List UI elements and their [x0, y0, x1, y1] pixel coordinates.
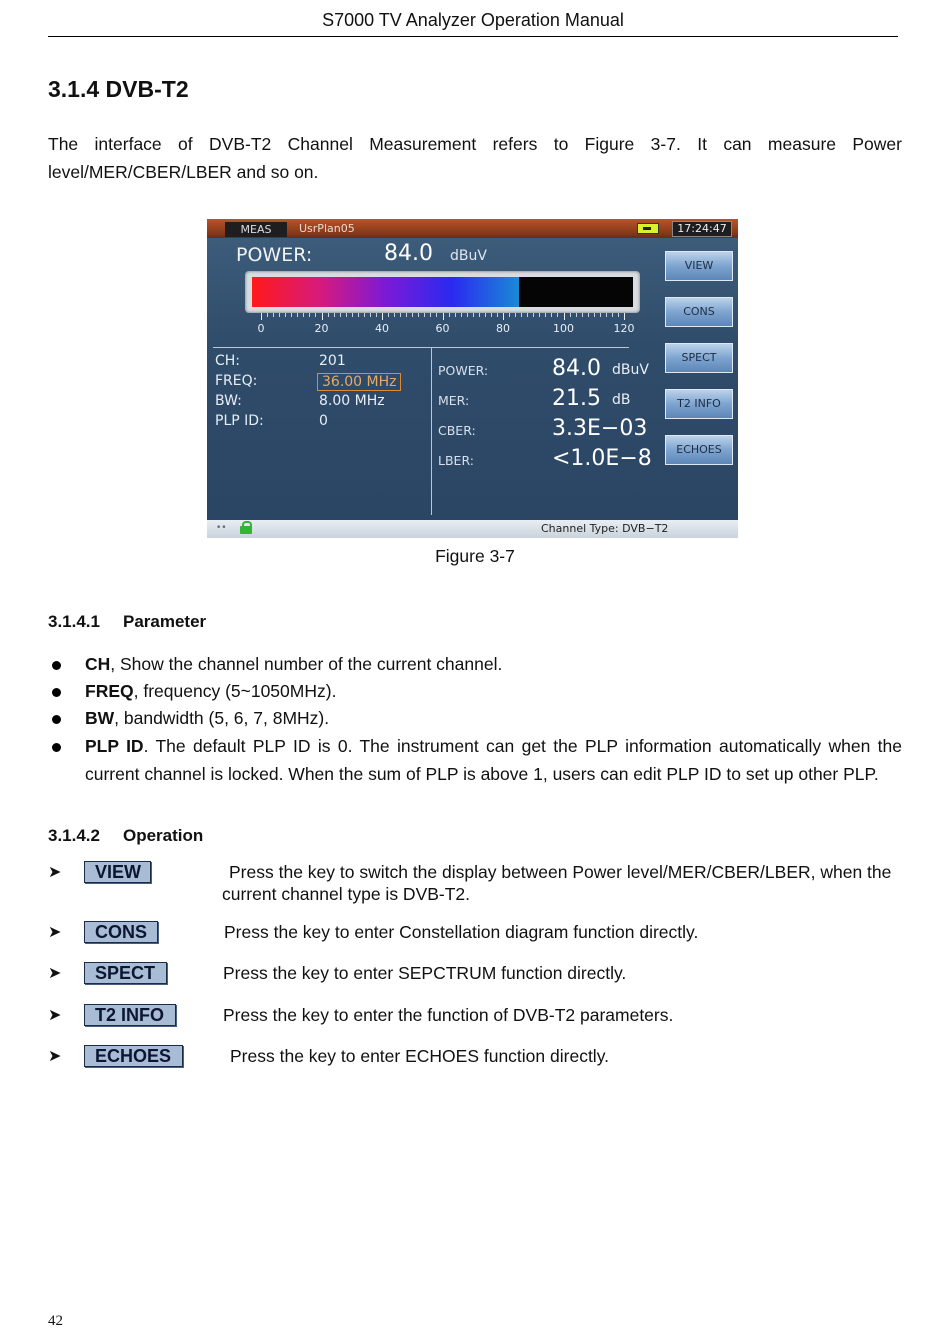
- mer-value: 21.5: [552, 386, 601, 411]
- scale-tick-label: 120: [613, 322, 635, 335]
- plan-name: UsrPlan05: [299, 222, 355, 235]
- bullet-icon: [52, 715, 61, 724]
- scale-minor-tick: [557, 313, 558, 317]
- power-scale: [245, 313, 640, 333]
- term-description: , frequency (5~1050MHz).: [133, 681, 337, 701]
- operation-title: Operation: [123, 826, 204, 845]
- meas-tab: MEAS: [225, 222, 287, 237]
- operation-description: Press the key to enter the function of DVB-T2 parameters.: [223, 1005, 674, 1025]
- term-description: . The default PLP ID is 0. The instrument can get the PLP information automatically when the current channel is locked. When the sum of PLP is above 1, users can edit PLP ID to set up other PLP.: [85, 736, 902, 784]
- scale-minor-tick: [533, 313, 534, 317]
- power-unit: dBuV: [450, 248, 487, 264]
- intro-paragraph: The interface of DVB-T2 Channel Measurement refers to Figure 3-7. It can measure Power level/MER/CBER/LBER and so on.: [48, 134, 902, 182]
- scale-minor-tick: [352, 313, 353, 317]
- scale-minor-tick: [618, 313, 619, 317]
- softkey-spect[interactable]: SPECT: [665, 343, 733, 373]
- scale-tick-label: 80: [496, 322, 510, 335]
- scale-minor-tick: [303, 313, 304, 317]
- mer-label: MER:: [438, 393, 470, 408]
- key-view: VIEW: [84, 861, 151, 883]
- ch-label: CH:: [215, 353, 241, 369]
- term-plp-id: PLP ID: [85, 736, 144, 756]
- scale-minor-tick: [328, 313, 329, 317]
- scale-minor-tick: [285, 313, 286, 317]
- arrow-bullet-icon: ➤: [48, 862, 62, 881]
- scale-major-tick: [382, 313, 383, 320]
- screen-top-bar: [207, 219, 738, 238]
- scale-minor-tick: [430, 313, 431, 317]
- term-description: , Show the channel number of the current channel.: [110, 654, 503, 674]
- scale-minor-tick: [436, 313, 437, 317]
- key-t2-info: T2 INFO: [84, 1004, 176, 1026]
- scale-minor-tick: [576, 313, 577, 317]
- scale-minor-tick: [588, 313, 589, 317]
- operation-number: 3.1.4.2: [48, 826, 100, 845]
- scale-tick-label: 20: [314, 322, 329, 335]
- operation-description: Press the key to enter Constellation diagram function directly.: [224, 922, 699, 942]
- scale-minor-tick: [449, 313, 450, 317]
- lber-value: <1.0E−8: [552, 446, 652, 471]
- term-freq: FREQ: [85, 681, 134, 701]
- bullet-icon: [52, 661, 61, 670]
- scale-minor-tick: [370, 313, 371, 317]
- bw-label: BW:: [215, 393, 242, 409]
- mer-unit: dB: [612, 392, 631, 408]
- power-bar-track: [252, 277, 633, 307]
- parameter-number: 3.1.4.1: [48, 612, 100, 631]
- scale-minor-tick: [582, 313, 583, 317]
- scale-minor-tick: [412, 313, 413, 317]
- scale-minor-tick: [612, 313, 613, 317]
- freq-label: FREQ:: [215, 373, 258, 389]
- scale-minor-tick: [570, 313, 571, 317]
- meas-power-label: POWER:: [438, 363, 489, 378]
- scale-major-tick: [503, 313, 504, 320]
- scale-minor-tick: [491, 313, 492, 317]
- arrow-bullet-icon: ➤: [48, 963, 62, 982]
- scale-minor-tick: [394, 313, 395, 317]
- operation-heading: [48, 826, 203, 846]
- softkey-echoes[interactable]: ECHOES: [665, 435, 733, 465]
- scale-minor-tick: [606, 313, 607, 317]
- scale-minor-tick: [485, 313, 486, 317]
- page-number: 42: [48, 1313, 63, 1329]
- scale-tick-label: 100: [553, 322, 574, 335]
- arrow-bullet-icon: ➤: [48, 1005, 62, 1024]
- dvb-t2-measurement-screen: [207, 219, 738, 538]
- power-bar-fill: [252, 277, 519, 307]
- scale-minor-tick: [376, 313, 377, 317]
- scale-minor-tick: [297, 313, 298, 317]
- scale-minor-tick: [527, 313, 528, 317]
- arrow-bullet-icon: ➤: [48, 922, 62, 941]
- scale-major-tick: [322, 313, 323, 320]
- meas-power-value: 84.0: [552, 356, 601, 381]
- operation-description: Press the key to enter ECHOES function directly.: [230, 1046, 610, 1066]
- meas-power-unit: dBuV: [612, 362, 649, 378]
- operation-description: Press the key to switch the display between Power level/MER/CBER/LBER, when the current channel type is DVB-T2.: [222, 862, 892, 904]
- parameter-heading: [48, 612, 206, 632]
- channel-type: Channel Type: DVB−T2: [541, 522, 669, 535]
- plp-id-label: PLP ID:: [215, 413, 264, 429]
- scale-minor-tick: [388, 313, 389, 317]
- scale-minor-tick: [315, 313, 316, 317]
- scale-major-tick: [564, 313, 565, 320]
- term-description: , bandwidth (5, 6, 7, 8MHz).: [114, 708, 330, 728]
- divider-horizontal: [213, 347, 629, 348]
- scale-minor-tick: [551, 313, 552, 317]
- plp-id-value: 0: [319, 413, 328, 429]
- lock-icon: [240, 526, 252, 534]
- softkey-cons[interactable]: CONS: [665, 297, 733, 327]
- key-echoes: ECHOES: [84, 1045, 183, 1067]
- key-spect: SPECT: [84, 962, 167, 984]
- scale-tick-label: 60: [435, 322, 450, 335]
- scale-major-tick: [624, 313, 625, 320]
- scale-minor-tick: [479, 313, 480, 317]
- scale-minor-tick: [455, 313, 456, 317]
- cber-value: 3.3E−03: [552, 416, 648, 441]
- scale-minor-tick: [273, 313, 274, 317]
- ch-value: 201: [319, 353, 346, 369]
- parameter-title: Parameter: [123, 612, 207, 631]
- lber-label: LBER:: [438, 453, 474, 468]
- power-level-bar: [245, 271, 640, 313]
- section-title: 3.1.4 DVB-T2: [48, 76, 189, 102]
- scale-minor-tick: [364, 313, 365, 317]
- scale-minor-tick: [291, 313, 292, 317]
- term-bw: BW: [85, 708, 115, 728]
- arrow-bullet-icon: ➤: [48, 1046, 62, 1065]
- scale-minor-tick: [400, 313, 401, 317]
- scale-minor-tick: [467, 313, 468, 317]
- scale-major-tick: [261, 313, 262, 320]
- term-ch: CH: [85, 654, 111, 674]
- cber-label: CBER:: [438, 423, 476, 438]
- scale-minor-tick: [539, 313, 540, 317]
- scale-minor-tick: [279, 313, 280, 317]
- scale-minor-tick: [515, 313, 516, 317]
- scale-minor-tick: [424, 313, 425, 317]
- battery-icon: [637, 223, 659, 234]
- scale-minor-tick: [521, 313, 522, 317]
- scale-minor-tick: [497, 313, 498, 317]
- scale-minor-tick: [334, 313, 335, 317]
- bullet-icon: [52, 743, 61, 752]
- power-value: 84.0: [384, 241, 433, 266]
- screen-status-bar: [207, 520, 738, 538]
- softkey-view[interactable]: VIEW: [665, 251, 733, 281]
- scale-minor-tick: [340, 313, 341, 317]
- scale-major-tick: [443, 313, 444, 320]
- scale-minor-tick: [309, 313, 310, 317]
- scale-minor-tick: [509, 313, 510, 317]
- bw-value: 8.00 MHz: [319, 393, 385, 409]
- scale-minor-tick: [545, 313, 546, 317]
- scale-tick-label: 40: [375, 322, 389, 335]
- scale-minor-tick: [461, 313, 462, 317]
- signal-icon: ••: [216, 523, 227, 533]
- scale-minor-tick: [346, 313, 347, 317]
- scale-minor-tick: [473, 313, 474, 317]
- clock: 17:24:47: [672, 221, 732, 237]
- key-cons: CONS: [84, 921, 158, 943]
- softkey-t2-info[interactable]: T2 INFO: [665, 389, 733, 419]
- scale-minor-tick: [600, 313, 601, 317]
- freq-value[interactable]: 36.00 MHz: [317, 373, 401, 391]
- scale-minor-tick: [358, 313, 359, 317]
- bullet-icon: [52, 688, 61, 697]
- scale-minor-tick: [406, 313, 407, 317]
- figure-caption: Figure 3-7: [435, 546, 515, 566]
- scale-minor-tick: [267, 313, 268, 317]
- power-label: POWER:: [236, 244, 313, 266]
- page-header: S7000 TV Analyzer Operation Manual: [48, 10, 898, 37]
- scale-tick-label: 0: [257, 322, 265, 335]
- divider-vertical: [431, 347, 432, 515]
- scale-minor-tick: [594, 313, 595, 317]
- scale-minor-tick: [418, 313, 419, 317]
- operation-description: Press the key to enter SEPCTRUM function directly.: [223, 963, 627, 983]
